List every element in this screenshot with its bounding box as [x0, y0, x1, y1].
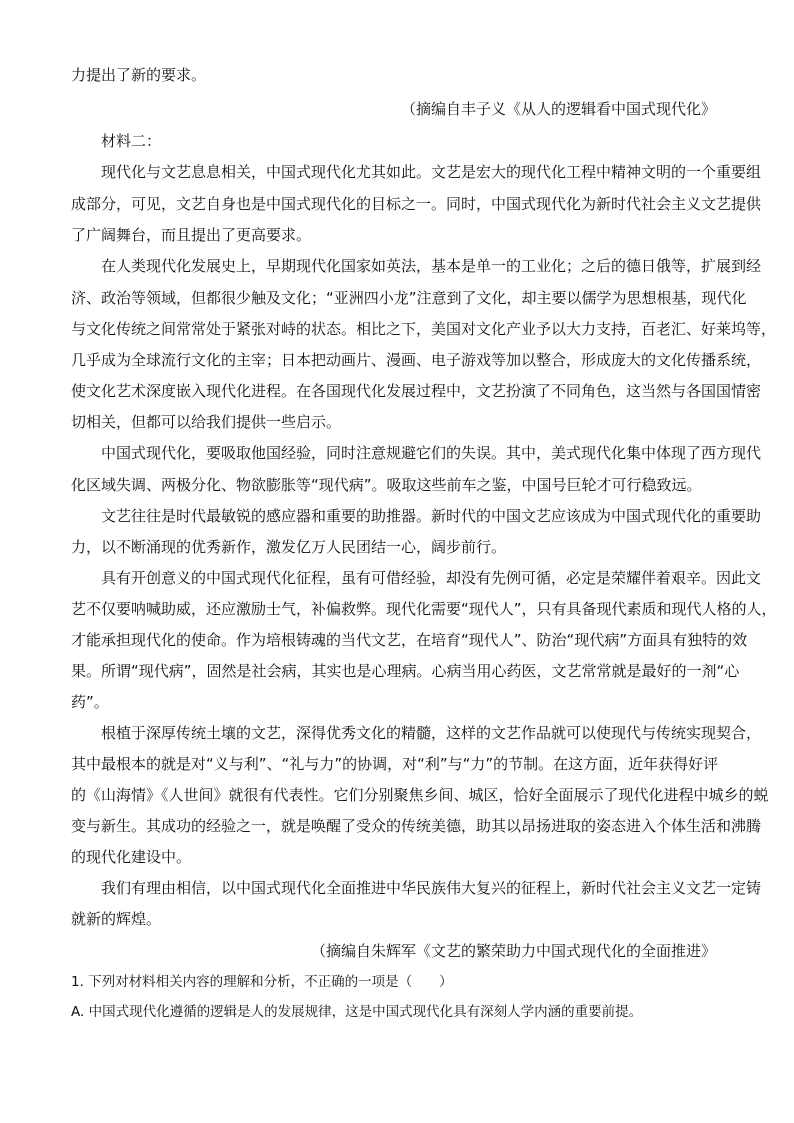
paragraph-line: 使文化艺术深度嵌入现代化进程。在各国现代化发展过程中，文艺扮演了不同角色，这当然与各国国情密 [71, 382, 762, 400]
paragraph-line: 化区域失调、两极分化、物欲膨胀等“现代病”。吸取这些前车之鉴，中国号巨轮才可行稳致远。 [71, 476, 702, 494]
paragraph-line: 变与新生。其成功的经验之一，就是唤醒了受众的传统美德，助其以昂扬进取的姿态进入个体生活和沸腾 [71, 817, 762, 835]
paragraph-line: 具有开创意义的中国式现代化征程，虽有可借经验，却没有先例可循，必定是荣耀伴着艰辛。因此文 [101, 569, 762, 587]
paragraph-line: 济、政治等领域，但都很少触及文化；“亚洲四小龙”注意到了文化，却主要以儒学为思想根基，现代化 [71, 289, 747, 307]
paragraph-line: 药”。 [71, 693, 109, 711]
paragraph-line: 几乎成为全球流行文化的主宰；日本把动画片、漫画、电子游戏等加以整合，形成庞大的文化传播系统， [71, 351, 762, 369]
question-stem: 1. 下列对材料相关内容的理解和分析，不正确的一项是（ ） [71, 974, 453, 990]
paragraph-line: 才能承担现代化的使命。作为培根铸魂的当代文艺，在培育“现代人”、防治“现代病”方面具有独特的效 [71, 631, 748, 649]
paragraph-line: 了广阔舞台，而且提出了更高要求。 [71, 226, 312, 244]
paragraph-line: 的现代化建设中。 [71, 848, 192, 866]
paragraph-line: 文艺往往是时代最敏锐的感应器和重要的助推器。新时代的中国文艺应该成为中国式现代化的重要助 [101, 507, 762, 525]
paragraph-line: 的《山海情》《人世间》就很有代表性。它们分别聚焦乡间、城区，恰好全面展示了现代化进程中城乡的蜕 [71, 786, 769, 804]
paragraph-line: 成部分，可见，文艺自身也是中国式现代化的目标之一。同时，中国式现代化为新时代社会主义文艺提供 [71, 195, 762, 213]
paragraph-line: 现代化与文艺息息相关，中国式现代化尤其如此。文艺是宏大的现代化工程中精神文明的一个重要组 [101, 163, 762, 181]
paragraph-line: 根植于深厚传统土壤的文艺，深得优秀文化的精髓，这样的文艺作品就可以使现代与传统实现契合， [101, 724, 762, 742]
paragraph-line: 中国式现代化，要吸取他国经验，同时注意规避它们的失误。其中，美式现代化集中体现了西方现代 [101, 444, 762, 462]
section-heading: 材料二： [101, 132, 162, 150]
paragraph-line: 我们有理由相信，以中国式现代化全面推进中华民族伟大复兴的征程上，新时代社会主义文艺一定铸 [101, 879, 762, 897]
text-line: 力提出了新的要求。 [71, 66, 207, 84]
paragraph-line: 在人类现代化发展史上，早期现代化国家如英法，基本是单一的工业化；之后的德日俄等，扩展到经 [101, 257, 762, 275]
paragraph-line: 与文化传统之间常常处于紧张对峙的状态。相比之下，美国对文化产业予以大力支持，百老汇、好莱坞等， [71, 320, 777, 338]
paragraph-line: 切相关，但都可以给我们提供一些启示。 [71, 413, 342, 431]
paragraph-line: 力，以不断涌现的优秀新作，激发亿万人民团结一心，阔步前行。 [71, 538, 507, 556]
paragraph-line: 艺不仅要呐喊助威，还应激励士气，补偏救弊。现代化需要“现代人”，只有具备现代素质和现代人格的人， [71, 600, 777, 618]
source-citation: （摘编自朱辉军《文艺的繁荣助力中国式现代化的全面推进》 [310, 942, 716, 960]
answer-option-a: A. 中国式现代化遵循的逻辑是人的发展规律，这是中国式现代化具有深刻人学内涵的重要前提。 [71, 1004, 643, 1020]
paragraph-line: 就新的辉煌。 [71, 910, 162, 928]
source-citation: （摘编自丰子义《从人的逻辑看中国式现代化》 [400, 100, 716, 118]
paragraph-line: 果。所谓“现代病”，固然是社会病，其实也是心理病。心病当用心药医，文艺常常就是最好的一剂“心 [71, 662, 740, 680]
paragraph-line: 其中最根本的就是对“义与利”、“礼与力”的协调，对“利”与“力”的节制。在这方面，近年获得好评 [71, 755, 719, 773]
